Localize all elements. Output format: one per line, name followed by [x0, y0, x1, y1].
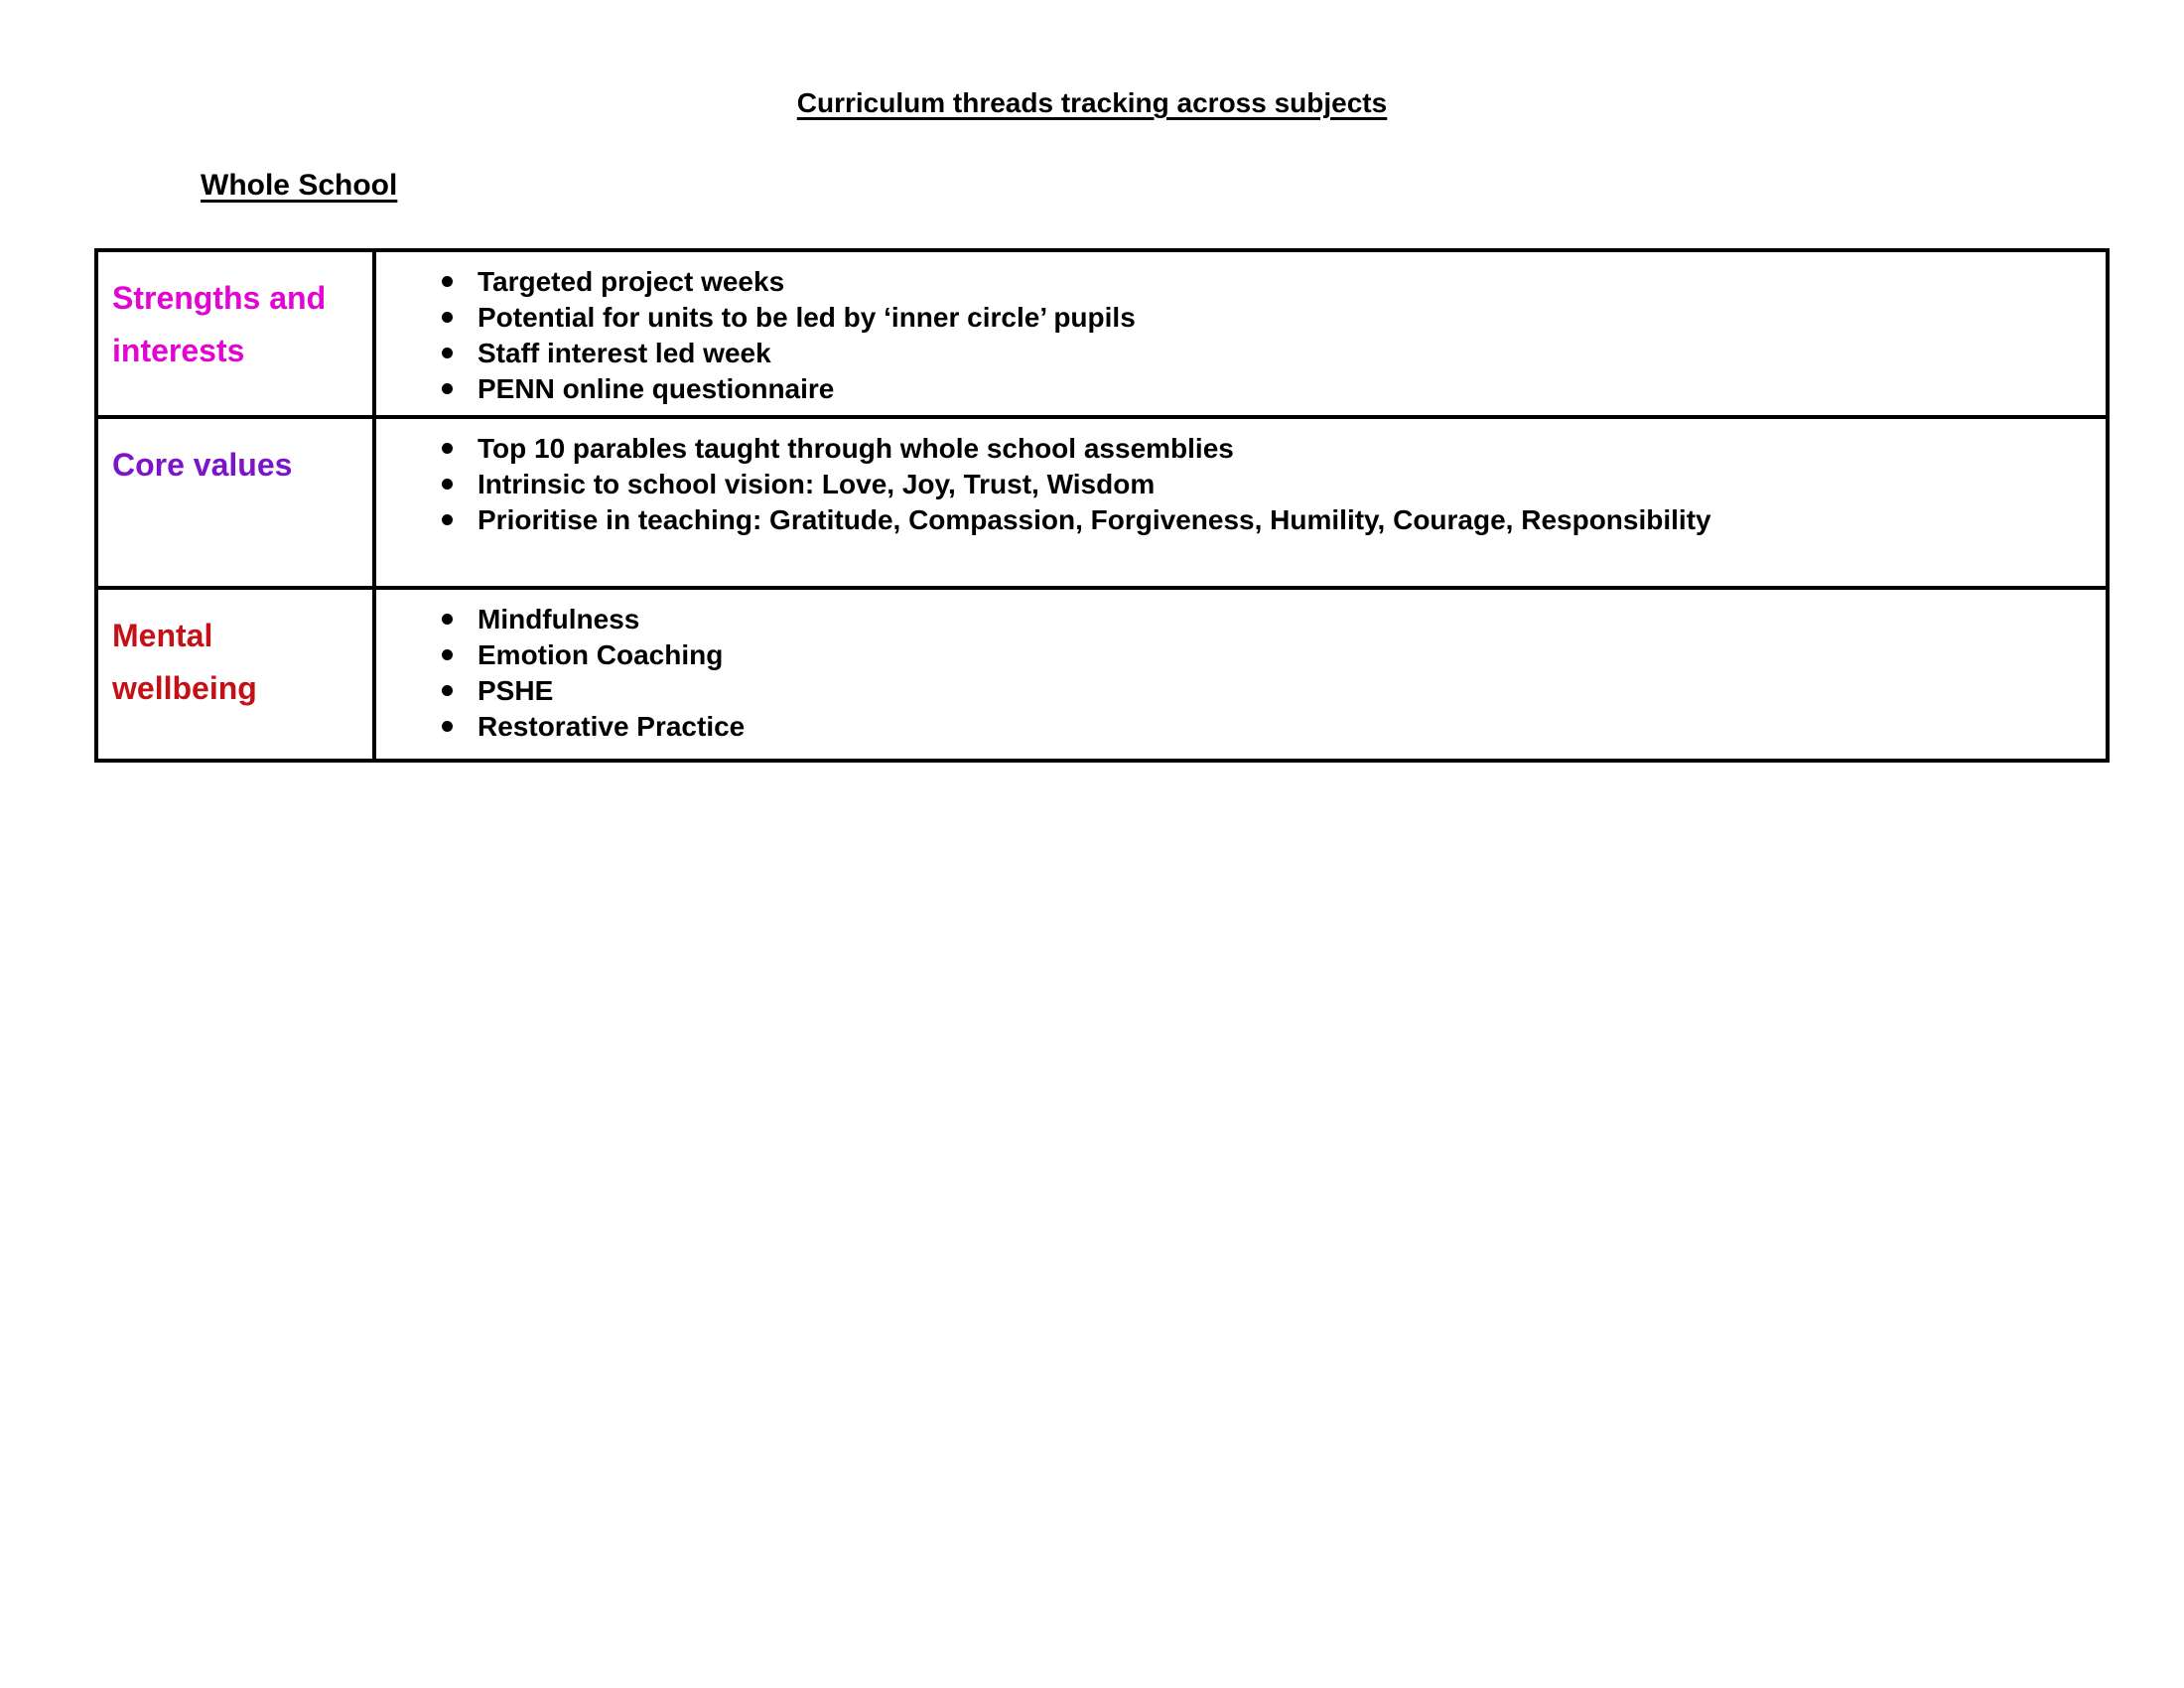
bullet-icon	[442, 514, 453, 525]
table-row-strengths	[96, 250, 2108, 417]
curriculum-table	[94, 248, 2110, 763]
row-label: Core values	[112, 447, 293, 483]
section-heading: Whole School	[201, 169, 398, 202]
bullet-list	[440, 602, 2096, 745]
bullet-item	[440, 709, 2096, 745]
bullet-icon	[442, 649, 453, 660]
row-label: Strengths and interests	[112, 280, 327, 368]
row-content-cell	[374, 250, 2108, 417]
bullet-icon	[442, 479, 453, 490]
bullet-item	[440, 467, 2096, 502]
bullet-item	[440, 300, 2096, 336]
bullet-text: PENN online questionnaire	[478, 373, 835, 404]
page-title: Curriculum threads tracking across subjects	[796, 87, 1388, 118]
bullet-item	[440, 673, 2096, 709]
bullet-text: Intrinsic to school vision: Love, Joy, Trust, Wisdom	[478, 469, 1156, 499]
bullet-icon	[442, 383, 453, 394]
row-label-cell	[96, 588, 374, 761]
bullet-text: Potential for units to be led by ‘inner circle’ pupils	[478, 302, 1136, 333]
bullet-text: Staff interest led week	[478, 338, 771, 368]
row-content-cell	[374, 417, 2108, 588]
bullet-icon	[442, 348, 453, 358]
bullet-icon	[442, 685, 453, 696]
row-label: Mental wellbeing	[112, 618, 257, 706]
bullet-text: Mindfulness	[478, 604, 640, 634]
bullet-item	[440, 602, 2096, 637]
bullet-icon	[442, 312, 453, 323]
bullet-text: Targeted project weeks	[478, 266, 785, 297]
table-row-core-values	[96, 417, 2108, 588]
bullet-text: Emotion Coaching	[478, 639, 724, 670]
bullet-icon	[442, 614, 453, 625]
bullet-list	[440, 431, 2096, 538]
bullet-item	[440, 264, 2096, 300]
bullet-text: Top 10 parables taught through whole school assemblies	[478, 433, 1234, 464]
bullet-item	[440, 502, 2096, 538]
bullet-item	[440, 371, 2096, 407]
bullet-icon	[442, 443, 453, 454]
bullet-icon	[442, 721, 453, 732]
table-row-mental-wellbeing	[96, 588, 2108, 761]
row-content-cell	[374, 588, 2108, 761]
bullet-item	[440, 336, 2096, 371]
bullet-text: Restorative Practice	[478, 711, 746, 742]
row-label-cell	[96, 250, 374, 417]
bullet-icon	[442, 276, 453, 287]
row-label-cell	[96, 417, 374, 588]
bullet-list	[440, 264, 2096, 407]
bullet-item	[440, 637, 2096, 673]
bullet-text: PSHE	[478, 675, 554, 706]
bullet-text: Prioritise in teaching: Gratitude, Compassion, Forgiveness, Humility, Courage, Responsibility	[478, 504, 1711, 535]
bullet-item	[440, 431, 2096, 467]
